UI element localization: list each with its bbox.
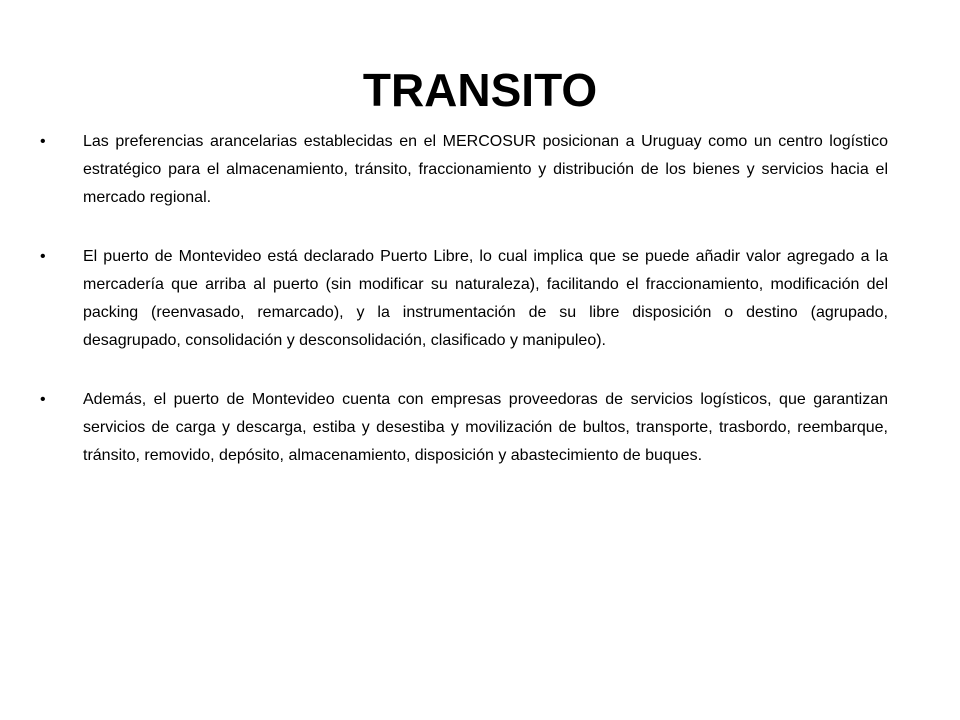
bullet-item bbox=[40, 243, 888, 355]
bullet-item bbox=[40, 386, 888, 470]
bullet-icon: • bbox=[40, 133, 46, 150]
bullet-text: Las preferencias arancelarias establecidas en el MERCOSUR posicionan a Uruguay como un centro logístico estratégico para el almacenamiento, tránsito, fraccionamiento y distribución de los bienes y servicios hacia el mercado regional. bbox=[83, 133, 888, 206]
bullet-icon: • bbox=[40, 391, 46, 408]
bullet-text: El puerto de Montevideo está declarado Puerto Libre, lo cual implica que se puede añadir valor agregado a la mercadería que arriba al puerto (sin modificar su naturaleza), facilitando el fraccionamiento, modificación del packing (reenvasado, remarcado), y la instrumentación de su libre disposición o destino (agrupado, desagrupado, consolidación y desconsolidación, clasificado y manipuleo). bbox=[83, 248, 888, 349]
bullet-item bbox=[40, 128, 888, 212]
slide-title: TRANSITO bbox=[362, 64, 598, 116]
bullet-icon: • bbox=[40, 248, 46, 265]
bullet-list bbox=[40, 128, 888, 501]
bullet-text: Además, el puerto de Montevideo cuenta con empresas proveedoras de servicios logísticos, que garantizan servicios de carga y descarga, estiba y desestiba y movilización de bultos, transporte, trasbordo, reembarque, tránsito, removido, depósito, almacenamiento, disposición y abastecimiento de buques. bbox=[83, 391, 888, 464]
